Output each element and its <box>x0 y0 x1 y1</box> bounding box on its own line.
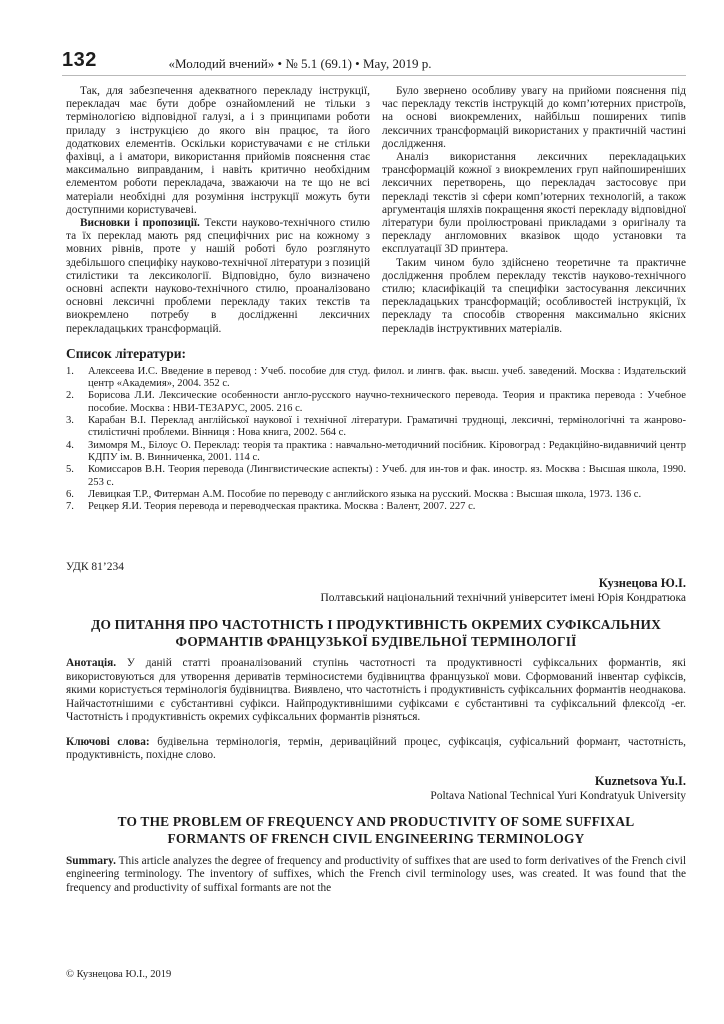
paragraph <box>382 151 686 257</box>
paragraph-text: Таким чином було здійснено теоретичне та практичне дослідження проблем перекладу текстів науково-технічного стилю; класифікацій та специфіки застосування лексичних перекладацьких трансформацій; особливостей інструкцій, їх перекладу та способів створення максимально якісних перекладів інструктивних матеріалів. <box>382 256 686 335</box>
reference-number: 7. <box>66 501 74 513</box>
reference-text: Зимомря М., Білоус О. Переклад: теорія та практика : навчально-методичний посібник. Кіровоград : Редакційно-видавничий центр КДПУ ім. В. Винниченка, 2001. 114 с. <box>88 439 686 463</box>
reference-number: 3. <box>66 415 74 427</box>
reference-number: 6. <box>66 488 74 500</box>
udc-label: УДК 81’234 <box>66 561 124 574</box>
reference-item <box>66 440 686 465</box>
reference-number: 5. <box>66 464 74 476</box>
paragraph <box>382 85 686 151</box>
references-list <box>66 366 686 514</box>
article-body-columns <box>66 85 686 336</box>
page-number: 132 <box>62 49 97 71</box>
paragraph <box>382 257 686 336</box>
article-column-right <box>382 85 686 336</box>
reference-item <box>66 489 686 501</box>
reference-item <box>66 366 686 391</box>
abstract-paragraph <box>66 657 686 724</box>
article-title-en: TO THE PROBLEM OF FREQUENCY AND PRODUCTIVITY OF SOME SUFFIXAL FORMANTS OF FRENCH CIVIL ENGINEERING TERMINOLOGY <box>117 813 635 846</box>
affiliation-uk: Полтавський національний технічний університет імені Юрія Кондратюка <box>320 592 686 605</box>
reference-text: Рецкер Я.И. Теория перевода и переводческая практика. Москва : Валент, 2007. 227 с. <box>88 501 476 513</box>
reference-item <box>66 501 686 513</box>
journal-title: «Молодий вчений» • № 5.1 (69.1) • May, 2019 р. <box>168 56 432 71</box>
paragraph-text: Так, для забезпечення адекватного перекладу інструкції, перекладач має бути добре ознайомлений не тільки з термінологією відповідної галузі, а і з принципами роботи приладу з інструкцією до якого він працює, та його додаткових елементів. Оскільки користувачами є не стільки фахівці, а і аматори, використання прийомів пояснення стає максимально виправданим, і навіть критично необхідним елементом роботи перекладача, зважаючи на те що не всі матеріали необхідні для розуміння інструкції можуть бути доступними користувачеві. <box>66 85 370 216</box>
reference-text: Борисова Л.И. Лексические особенности англо-русского научно-технического перевода. Теория и практика перевода : Учебное пособие. Москва : НВИ-ТЕЗАРУС, 2005. 216 с. <box>88 390 686 414</box>
reference-item <box>66 390 686 415</box>
author-name-uk: Кузнецова Ю.І. <box>598 576 686 591</box>
references-heading: Список літератури: <box>66 345 187 361</box>
article-title-uk: ДО ПИТАННЯ ПРО ЧАСТОТНІСТЬ І ПРОДУКТИВНІСТЬ ОКРЕМИХ СУФІКСАЛЬНИХ ФОРМАНТІВ ФРАНЦУЗЬКОЇ БУДІВЕЛЬНОЇ ТЕРМІНОЛОГІЇ <box>91 617 661 650</box>
reference-number: 4. <box>66 439 74 451</box>
keywords-paragraph <box>66 736 686 763</box>
keywords-label: Ключові слова: <box>66 735 150 748</box>
reference-item <box>66 464 686 489</box>
reference-number: 2. <box>66 390 74 402</box>
paragraph-lead: Висновки і пропозиції. <box>80 217 200 230</box>
reference-text: Комиссаров В.Н. Теория перевода (Лингвистические аспекты) : Учеб. для ин-тов и фак. иностр. яз. Москва : Высшая школа, 1990. 253 с. <box>88 464 686 488</box>
copyright-notice: © Кузнецова Ю.І., 2019 <box>66 969 172 980</box>
reference-text: Карабан В.І. Переклад англійської наукової і технічної літератури. Граматичні труднощі, лексичні, термінологічні та жанрово-стилістичні проблеми. Вінниця : Нова книга, 2002. 564 с. <box>88 415 686 439</box>
summary-text: This article analyzes the degree of frequency and productivity of suffixes that are used to form derivatives of the French civil engineering terminology. The inventory of suffixes, which the French civil terminology uses, was created. It was found that the frequency and productivity of suffixal formants are not the <box>66 854 687 894</box>
reference-item <box>66 415 686 440</box>
summary-paragraph <box>66 855 686 895</box>
keywords-text: будівельна термінологія, термін, дериваційний процес, суфіксація, суфісальний формант, частотність, продуктивність, похідне слово. <box>66 735 686 762</box>
paragraph-text: Було звернено особливу увагу на прийоми пояснення під час перекладу текстів інструкцій до комп’ютерних пристроїв, на основі виокремлених, найбільш поширених типів лексичних трансформацій використаних у практичній частині дослідження. <box>382 85 686 150</box>
article-column-left <box>66 85 370 336</box>
paragraph <box>66 217 370 336</box>
summary-label: Summary. <box>66 854 116 867</box>
page-header <box>62 50 686 76</box>
author-name-en: Kuznetsova Yu.I. <box>594 773 686 788</box>
reference-text: Левицкая Т.Р., Фитерман А.М. Пособие по переводу с английского языка на русский. Москва : Высшая школа, 1973. 136 с. <box>88 488 642 500</box>
paragraph-text: Тексти науково-технічного стилю та їх переклад мають ряд специфічних рис на кожному з мовних рівнів, проте у нашій роботі було розглянуто здебільшого специфіку науково-технічної літератури з позицій стилістики та лексикології. Відповідно, було визначено основні аспекти науково-технічного стилю, проаналізовано основні лексичні проблеми перекладу таких текстів та виокремлено потребу в дослідженні лексичних перекладацьких трансформацій. <box>66 217 370 335</box>
paragraph-text: Аналіз використання лексичних перекладацьких трансформацій кожної з виокремлених груп найпоширеніших лексичних перетворень, що перекладач застосовує при перекладі текстів зі сфери комп’ютерних технологій, а також аргументація шляхів покращення якості перекладу відповідної літератури були проілюстровані прикладами з оригіналу та перекладу англомовних вказівок щодо установки та експлуатації 3D принтера. <box>382 151 686 256</box>
abstract-text: У даній статті проаналізований ступінь частотності та продуктивності суфіксальних формантів, які використовуються для утворення дериватів терміносистеми будівництва французької мови. Сформований інвентар суфіксів, якими користується термінологія будівництва. Виявлено, что частотність і продуктивність суфіксальних формантів неоднакова. Найчастотнішими є субстантивні суфікси. Найпродуктивнішими суфіксами є субстантивні та суфіксальний флексоїд -er. Частотність і продуктивність окремих суфіксальних формантів різняться. <box>66 657 687 724</box>
reference-text: Алексеева И.С. Введение в перевод : Учеб. пособие для студ. филол. и лингв. фак. высш. учеб. заведений. Москва : Издательский центр «Академия», 2004. 352 с. <box>88 365 686 390</box>
reference-number: 1. <box>66 365 74 377</box>
paragraph <box>66 85 370 217</box>
abstract-label: Анотація. <box>66 657 117 670</box>
affiliation-en: Poltava National Technical Yuri Kondratyuk University <box>430 789 686 802</box>
